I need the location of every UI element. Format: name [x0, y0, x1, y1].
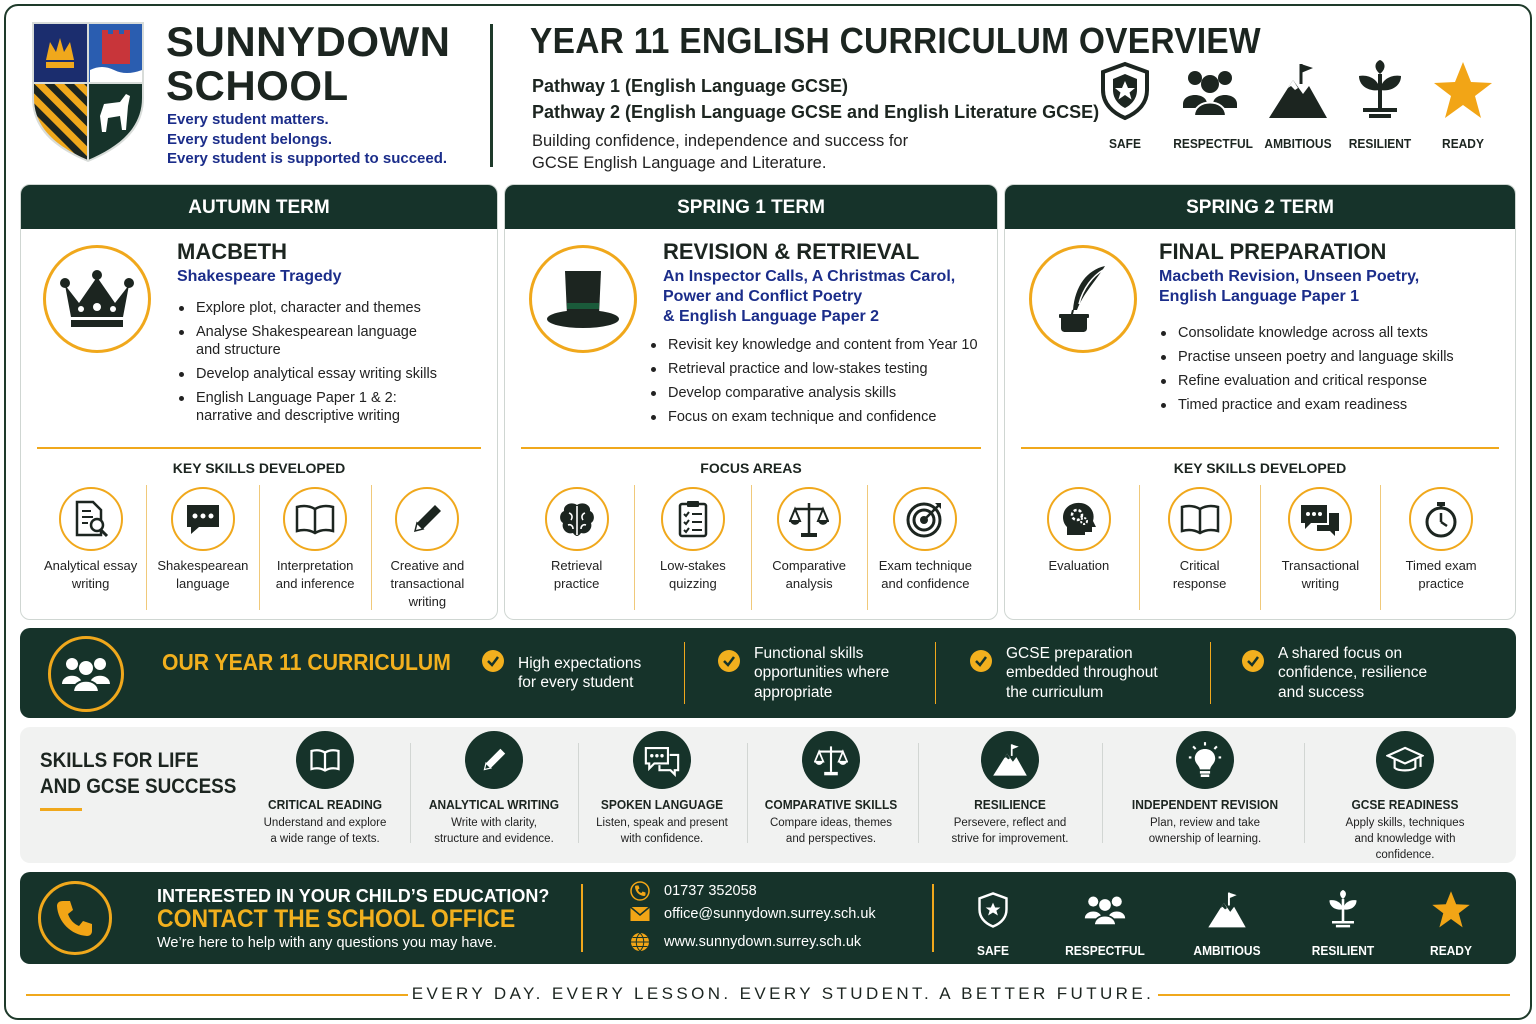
- bullet-item: [1159, 372, 1499, 390]
- footer-value-respectful: [1060, 890, 1150, 958]
- mountain-flag-icon: [992, 742, 1028, 778]
- skill-label: practice: [1418, 576, 1464, 591]
- check-icon: [1242, 650, 1264, 672]
- bullet-text: Explore plot, character and themes: [196, 300, 421, 316]
- skill-item: [1260, 485, 1381, 610]
- pathway-1: Pathway 1 (English Language GCSE): [532, 76, 849, 96]
- term-icon-circle: [43, 245, 151, 353]
- term-divider: [521, 447, 981, 449]
- bullet-text: Focus on exam technique and confidence: [668, 409, 937, 425]
- bullet-text: Refine evaluation and critical response: [1178, 373, 1428, 389]
- head-gears-icon: [1059, 499, 1099, 539]
- life-skill-title: SPOKEN LANGUAGE: [600, 797, 724, 812]
- point-text: embedded throughout: [1006, 664, 1158, 682]
- skill-label: transactional: [390, 576, 465, 591]
- life-skill-title: GCSE READINESS: [1351, 797, 1459, 812]
- curriculum-band: [20, 628, 1516, 718]
- term-bullets: [177, 299, 487, 431]
- skill-label: quizzing: [669, 576, 717, 591]
- star-icon: [1432, 60, 1494, 122]
- band-divider: [1210, 642, 1211, 704]
- value-respectful: [1170, 60, 1253, 151]
- value-ambitious: [1258, 60, 1338, 151]
- check-icon: [970, 650, 992, 672]
- life-skill-desc: Apply skills, techniques: [1345, 817, 1465, 829]
- bullet-text: Revisit key knowledge and content from Year 10: [668, 337, 978, 353]
- term-icon-circle: [1029, 245, 1137, 353]
- skill-label: Evaluation: [1048, 558, 1110, 573]
- skills-row: [35, 485, 483, 610]
- life-skill-desc: with confidence.: [620, 833, 704, 845]
- term-title: FINAL PREPARATION: [1159, 239, 1387, 264]
- term-title: MACBETH: [177, 239, 287, 264]
- point-text: GCSE preparation: [1006, 644, 1133, 662]
- term-header: AUTUMN TERM: [21, 185, 497, 229]
- contact-band: [20, 872, 1516, 964]
- term-divider: [37, 447, 481, 449]
- skill-label: and confidence: [881, 576, 970, 591]
- curriculum-title: OUR YEAR 11 CURRICULUM: [162, 649, 451, 675]
- life-divider: [747, 743, 748, 843]
- mountain-flag-icon: [1267, 60, 1329, 122]
- footer-value-ready: [1406, 890, 1496, 958]
- stopwatch-icon: [1421, 499, 1461, 539]
- subtitle-line: Macbeth Revision, Unseen Poetry,: [1159, 268, 1420, 285]
- skill-item: [371, 485, 483, 610]
- life-skill-desc: confidence.: [1375, 849, 1435, 861]
- life-skill-desc: and knowledge with: [1354, 833, 1456, 845]
- skill-label: Exam technique: [878, 558, 972, 573]
- life-title-line: AND GCSE SUCCESS: [40, 775, 237, 798]
- footer-value-label: SAFE: [977, 943, 1009, 958]
- term-card-spring-1: [504, 184, 998, 620]
- contact-website[interactable]: [630, 932, 861, 952]
- footer-value-ambitious: [1182, 890, 1272, 958]
- curriculum-point: [970, 628, 1158, 718]
- term-subtitle: [1159, 267, 1419, 307]
- bullet-item: [649, 384, 989, 402]
- life-skill-desc: and perspectives.: [785, 833, 877, 845]
- term-title: REVISION & RETRIEVAL: [663, 239, 920, 264]
- skill-item: [1380, 485, 1501, 610]
- bullet-text: and structure: [196, 342, 281, 358]
- point-text: High expectations: [518, 654, 642, 672]
- open-book-icon: [294, 499, 336, 539]
- contact-question: INTERESTED IN YOUR CHILD’S EDUCATION?: [157, 886, 550, 906]
- motto-rule-right: [1158, 994, 1510, 996]
- school-tagline: [167, 110, 447, 169]
- value-label: READY: [1442, 136, 1484, 151]
- skill-label: Interpretation: [276, 558, 354, 573]
- bullet-text: Develop analytical essay writing skills: [196, 366, 437, 382]
- life-divider: [918, 743, 919, 843]
- subtitle-line: Shakespeare Tragedy: [177, 268, 342, 285]
- life-skill-desc: ownership of learning.: [1148, 833, 1262, 845]
- scales-icon: [789, 499, 829, 539]
- life-skill-desc: Persevere, reflect and: [953, 817, 1067, 829]
- graduation-cap-icon: [1386, 744, 1424, 776]
- life-skill-desc: structure and evidence.: [434, 833, 554, 845]
- seedling-icon: [1323, 890, 1363, 930]
- shield-star-icon: [974, 890, 1012, 930]
- life-divider: [578, 743, 579, 843]
- point-text: appropriate: [754, 683, 833, 701]
- open-book-icon: [308, 745, 342, 775]
- skill-label: writing: [1301, 576, 1340, 591]
- bullet-text: Develop comparative analysis skills: [668, 385, 897, 401]
- life-title: [40, 748, 236, 800]
- people-group-icon: [1084, 890, 1126, 930]
- life-skill-desc: a wide range of texts.: [270, 833, 380, 845]
- life-skill-comparative-skills: [751, 731, 911, 847]
- life-title-underline: [40, 808, 82, 811]
- chat-bubbles-icon: [644, 743, 680, 777]
- website-link[interactable]: www.sunnydown.surrey.sch.uk: [664, 934, 862, 950]
- life-skill-title: CRITICAL READING: [267, 797, 383, 812]
- brain-icon: [557, 499, 597, 539]
- term-header: SPRING 2 TERM: [1005, 185, 1515, 229]
- skill-label: Transactional: [1281, 558, 1360, 573]
- term-header: SPRING 1 TERM: [505, 185, 997, 229]
- bullet-text: English Language Paper 1 & 2:: [196, 390, 397, 406]
- phone-number[interactable]: 01737 352058: [664, 883, 757, 899]
- footer-value-label: AMBITIOUS: [1193, 943, 1261, 958]
- pathways: [532, 73, 1099, 125]
- value-label: AMBITIOUS: [1264, 136, 1332, 151]
- life-skill-desc: strive for improvement.: [951, 833, 1069, 845]
- value-resilient: [1340, 60, 1420, 151]
- skill-item: [867, 485, 983, 610]
- life-divider: [1304, 743, 1305, 843]
- point-text: confidence, resilience: [1278, 664, 1428, 682]
- bullet-text: Retrieval practice and low-stakes testing: [668, 361, 928, 377]
- quill-ink-icon: [1053, 264, 1113, 334]
- bullet-item: [177, 299, 487, 317]
- bullet-item: [177, 389, 487, 425]
- value-label: RESPECTFUL: [1173, 136, 1253, 151]
- lightbulb-icon: [1188, 742, 1222, 778]
- footer-value-resilient: [1298, 890, 1388, 958]
- pencil-icon: [407, 499, 447, 539]
- life-skill-title: INDEPENDENT REVISION: [1131, 797, 1279, 812]
- point-text: Functional skills: [754, 644, 864, 662]
- pathway-2: Pathway 2 (English Language GCSE and English Literature GCSE): [532, 102, 1100, 122]
- point-text: and success: [1278, 683, 1365, 701]
- life-skill-resilience: [930, 731, 1090, 847]
- subtitle-line: & English Language Paper 2: [663, 308, 880, 325]
- curriculum-point: [1242, 628, 1427, 718]
- life-skill-title: ANALYTICAL WRITING: [428, 797, 560, 812]
- bullet-item: [649, 360, 989, 378]
- point-text: the curriculum: [1006, 683, 1104, 701]
- check-icon: [718, 650, 740, 672]
- open-book-icon: [1179, 499, 1221, 539]
- skill-label: Analytical essay: [44, 558, 138, 573]
- life-skill-title: COMPARATIVE SKILLS: [764, 797, 898, 812]
- page-subtitle: [532, 130, 908, 174]
- skill-label: Creative and: [390, 558, 465, 573]
- star-icon: [1430, 890, 1472, 930]
- skill-item: [1019, 485, 1139, 610]
- term-subtitle: [663, 267, 955, 327]
- shield-star-icon: [1094, 60, 1156, 122]
- tagline-line: Every student matters.: [167, 111, 329, 128]
- contact-phone[interactable]: [630, 881, 757, 901]
- life-skill-desc: Write with clarity,: [451, 817, 537, 829]
- curriculum-point: [482, 628, 641, 718]
- bullet-text: narrative and descriptive writing: [196, 408, 400, 424]
- life-title-line: SKILLS FOR LIFE: [40, 749, 199, 772]
- seedling-icon: [1349, 60, 1411, 122]
- contact-subtext: We’re here to help with any questions you may have.: [157, 935, 497, 951]
- life-skill-desc: Plan, review and take: [1150, 817, 1260, 829]
- skill-label: Timed exam: [1405, 558, 1477, 573]
- skill-item: [146, 485, 258, 610]
- skill-item: [259, 485, 371, 610]
- skill-label: Low-stakes: [660, 558, 726, 573]
- document-search-icon: [71, 499, 111, 539]
- bullet-text: Consolidate knowledge across all texts: [1178, 325, 1428, 341]
- footer-value-label: RESPECTFUL: [1065, 943, 1145, 958]
- life-skill-title: RESILIENCE: [974, 797, 1046, 812]
- footer-value-label: RESILIENT: [1311, 943, 1375, 958]
- skills-title: KEY SKILLS DEVELOPED: [1173, 460, 1347, 476]
- term-bullets: [1159, 324, 1499, 420]
- school-values: [1090, 60, 1510, 160]
- skill-label: and inference: [275, 576, 355, 591]
- phone-small-icon: [630, 881, 650, 901]
- point-text: opportunities where: [754, 664, 890, 682]
- life-skill-critical-reading: [245, 731, 405, 847]
- scales-icon: [814, 743, 848, 777]
- contact-heading: CONTACT THE SCHOOL OFFICE: [157, 905, 516, 933]
- subtitle-line: Building confidence, independence and success for: [532, 132, 909, 150]
- phone-icon-circle: [38, 881, 112, 955]
- term-card-autumn: [20, 184, 498, 620]
- school-name-line2: SCHOOL: [166, 62, 349, 109]
- skill-label: writing: [408, 594, 447, 609]
- clipboard-checklist-icon: [673, 499, 713, 539]
- skill-label: analysis: [785, 576, 833, 591]
- skills-title: FOCUS AREAS: [700, 460, 802, 476]
- speech-bubble-icon: [183, 499, 223, 539]
- skills-title: KEY SKILLS DEVELOPED: [172, 460, 346, 476]
- footer-motto: EVERY DAY. EVERY LESSON. EVERY STUDENT. A BETTER FUTURE.: [411, 984, 1155, 1003]
- pencil-icon: [478, 744, 510, 776]
- bullet-text: Analyse Shakespearean language: [196, 324, 417, 340]
- life-skill-independent-revision: [1120, 731, 1290, 847]
- term-icon-circle: [529, 245, 637, 353]
- skill-label: Shakespearean: [157, 558, 249, 573]
- skill-item: [634, 485, 750, 610]
- bullet-item: [177, 323, 487, 359]
- skill-item: [1139, 485, 1260, 610]
- subtitle-line: An Inspector Calls, A Christmas Carol,: [663, 268, 956, 285]
- band-icon-circle: [48, 636, 124, 712]
- skills-row: [519, 485, 983, 610]
- skill-label: Retrieval: [550, 558, 603, 573]
- skill-label: practice: [553, 576, 600, 591]
- contact-divider: [581, 884, 583, 952]
- contact-email[interactable]: [630, 906, 876, 922]
- skill-item: [35, 485, 146, 610]
- subtitle-line: GCSE English Language and Literature.: [532, 154, 827, 172]
- bullet-item: [1159, 324, 1499, 342]
- term-bullets: [649, 336, 989, 432]
- people-group-icon: [61, 654, 111, 694]
- header-divider: [490, 24, 493, 167]
- value-ready: [1423, 60, 1503, 151]
- page-title: YEAR 11 ENGLISH CURRICULUM OVERVIEW: [530, 20, 1261, 61]
- point-text: A shared focus on: [1278, 644, 1403, 662]
- skill-label: Comparative: [772, 558, 846, 573]
- target-icon: [905, 499, 945, 539]
- skill-item: [751, 485, 867, 610]
- life-skill-desc: Listen, speak and present: [596, 817, 728, 829]
- tagline-line: Every student belongs.: [167, 130, 333, 148]
- motto-rule-left: [26, 994, 408, 996]
- bullet-text: Timed practice and exam readiness: [1178, 397, 1408, 413]
- top-hat-icon: [545, 267, 621, 331]
- band-divider: [684, 642, 685, 704]
- life-divider: [410, 743, 411, 843]
- tagline-line: Every student is supported to succeed.: [167, 150, 448, 167]
- subtitle-line: English Language Paper 1: [1159, 288, 1360, 305]
- envelope-icon: [630, 906, 650, 922]
- skill-item: [519, 485, 634, 610]
- skills-for-life: [20, 727, 1516, 863]
- term-card-spring-2: [1004, 184, 1516, 620]
- chat-bubbles-icon: [1299, 499, 1341, 539]
- band-divider: [935, 642, 936, 704]
- crown-icon: [59, 269, 135, 329]
- bullet-text: Practise unseen poetry and language skills: [1178, 349, 1454, 365]
- term-divider: [1021, 447, 1499, 449]
- subtitle-line: Power and Conflict Poetry: [663, 288, 863, 305]
- school-crest-logo: [30, 20, 146, 162]
- footer-value-label: READY: [1430, 943, 1472, 958]
- life-skill-gcse-readiness: [1320, 731, 1490, 863]
- life-skill-analytical-writing: [414, 731, 574, 847]
- skill-label: language: [176, 576, 230, 591]
- globe-icon: [630, 932, 650, 952]
- term-subtitle: [177, 267, 342, 287]
- skill-label: response: [1172, 576, 1227, 591]
- bullet-item: [649, 336, 989, 354]
- skill-label: Critical: [1179, 558, 1220, 573]
- skill-label: writing: [71, 576, 110, 591]
- check-icon: [482, 650, 504, 672]
- life-skill-desc: Compare ideas, themes: [769, 817, 893, 829]
- value-safe: [1085, 60, 1165, 151]
- life-divider: [1102, 743, 1103, 843]
- value-label: RESILIENT: [1348, 136, 1412, 151]
- life-skill-desc: Understand and explore: [263, 817, 387, 829]
- contact-divider: [932, 884, 934, 952]
- school-name-line1: SUNNYDOWN: [166, 18, 451, 65]
- phone-icon: [55, 898, 95, 938]
- skills-row: [1019, 485, 1501, 610]
- email-link[interactable]: office@sunnydown.surrey.sch.uk: [664, 906, 876, 922]
- bullet-item: [177, 365, 487, 383]
- point-text: for every student: [518, 674, 634, 691]
- curriculum-point: [718, 628, 889, 718]
- bullet-item: [1159, 396, 1499, 414]
- bullet-item: [649, 408, 989, 426]
- mountain-flag-icon: [1207, 890, 1247, 930]
- footer-value-safe: [948, 890, 1038, 958]
- life-skill-spoken-language: [582, 731, 742, 847]
- school-name: [166, 20, 451, 108]
- bullet-item: [1159, 348, 1499, 366]
- value-label: SAFE: [1109, 136, 1141, 151]
- people-group-icon: [1179, 60, 1241, 122]
